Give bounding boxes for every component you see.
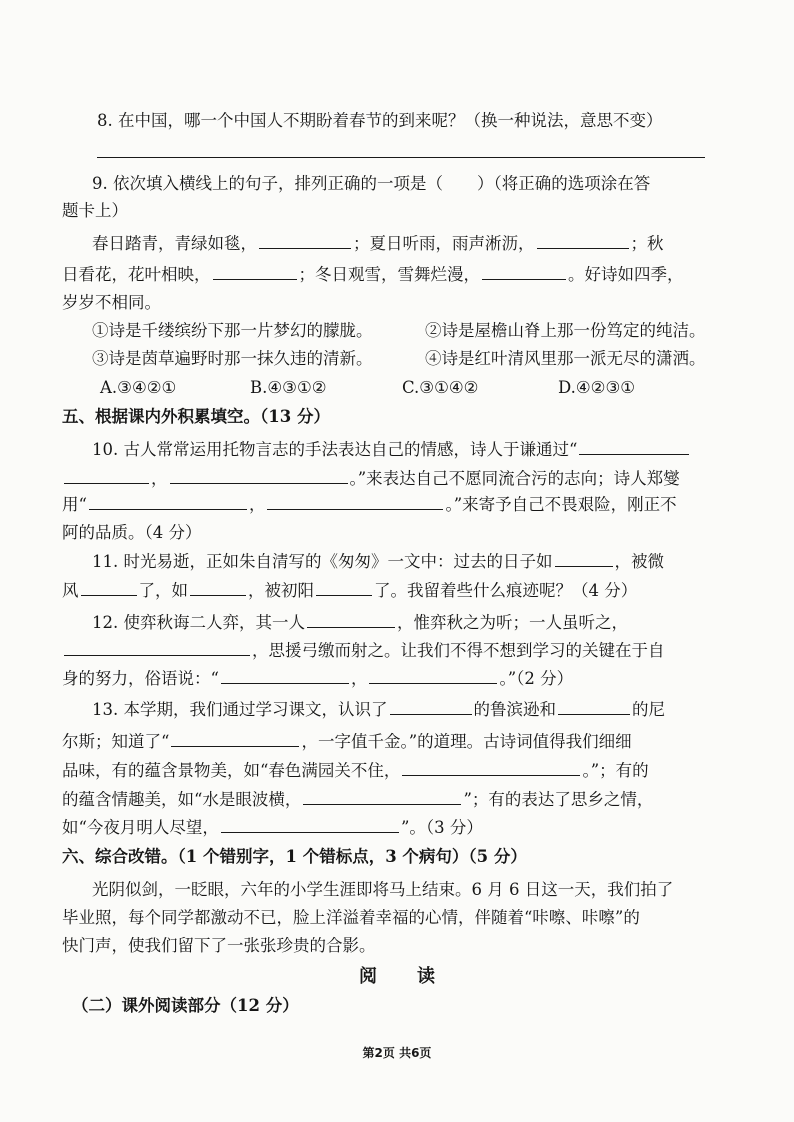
answer-line (97, 157, 705, 158)
fill-blank (316, 580, 372, 596)
q13-line5: 如“今夜月明人尽望， ”。（3 分） (62, 818, 483, 837)
fill-blank (369, 668, 497, 684)
q9-text: 9. 依次填入横线上的句子，排列正确的一项是（ (92, 174, 443, 193)
option-d[interactable]: D.④②③① (558, 378, 636, 397)
fill-blank (64, 640, 250, 656)
q12-line3: 身的努力，俗语说：“ ， 。”（2 分） (62, 669, 574, 688)
fill-blank (303, 789, 461, 805)
fill-blank (555, 551, 613, 567)
option-a[interactable]: A.③④②① (100, 378, 177, 397)
question-9 (92, 173, 767, 195)
q9-item-2: ②诗是屋檐山脊上那一份笃定的纯洁。 (425, 321, 706, 340)
option-c[interactable]: C.③①④② (402, 378, 479, 397)
q9-passage-line1: 春日踏青，青绿如毯， ；夏日听雨，雨声淅沥， ；秋 (92, 234, 664, 253)
q13-line4: 的蕴含情趣美，如“水是眼波横， ”；有的表达了思乡之情， (62, 790, 654, 809)
reading-subheading: （二）课外阅读部分（12 分） (72, 996, 299, 1015)
fill-blank (81, 580, 137, 596)
fill-blank (221, 668, 349, 684)
question-12: 12. 使弈秋诲二人弈，其一人 ，惟弈秋之为听；一人虽听之， (92, 613, 628, 632)
page-footer: 第2页 共6页 (362, 1046, 432, 1060)
q12-line2: ，思援弓缴而射之。让我们不得不想到学习的关键在于自 (62, 640, 737, 662)
reading-title: 阅读 (359, 966, 475, 987)
fill-blank (267, 494, 443, 510)
q9-passage-line2: 日看花，花叶相映， ；冬日观雪，雪舞烂漫， 。好诗如四季， (62, 265, 684, 284)
question-13: 13. 本学期，我们通过学习课文，认识了 的鲁滨逊和 的尼 (92, 700, 665, 719)
q9-text-2: ）（将正确的选项涂在答 (477, 174, 651, 193)
fill-blank (402, 760, 580, 776)
q9-item-1: ①诗是千缕缤纷下那一片梦幻的朦胧。 (92, 321, 373, 340)
q11-line2: 风 了，如 ，被初阳 了。我留着些什么痕迹呢？（4 分） (62, 581, 638, 600)
q9-line2: 题卡上） (62, 201, 128, 220)
fill-blank (190, 580, 246, 596)
fill-blank (579, 439, 689, 455)
question-11: 11. 时光易逝，正如朱自清写的《匆匆》一文中：过去的日子如 ，被微 (92, 552, 664, 571)
section-6-heading: 六、综合改错。（1 个错别字，1 个错标点，3 个病句）（5 分） (62, 847, 527, 866)
q9-item-3: ③诗是茵草遍野时那一抹久违的清新。 (92, 349, 373, 368)
fill-blank (537, 233, 629, 249)
fill-blank (558, 699, 630, 715)
fill-blank (213, 264, 297, 280)
section-5-heading: 五、根据课内外积累填空。（13 分） (62, 407, 330, 426)
fill-blank (482, 264, 566, 280)
q13-line3: 品味，有的蕴含景物美，如“春色满园关不住， 。”；有的 (62, 761, 649, 780)
q10-line2: ， 。”来表达自己不愿同流合污的志向；诗人郑燮 (62, 468, 737, 490)
question-8: 8. 在中国，哪一个中国人不期盼着春节的到来呢？（换一种说法，意思不变） (97, 111, 663, 130)
s6-para-line3: 快门声，使我们留下了一张张珍贵的合影。 (62, 936, 376, 955)
fill-blank (390, 699, 472, 715)
fill-blank (221, 817, 399, 833)
fill-blank (259, 233, 351, 249)
fill-blank (171, 731, 299, 747)
s6-para-line1: 光阴似剑，一眨眼，六年的小学生涯即将马上结束。6 月 6 日这一天，我们拍了 (92, 880, 674, 899)
question-10: 10. 古人常常运用托物言志的手法表达自己的情感，诗人于谦通过“ (92, 439, 737, 461)
q10-line4: 阿的品质。（4 分） (62, 523, 202, 542)
q10-line3: 用“ ， 。”来寄予自己不畏艰险，刚正不 (62, 495, 677, 514)
fill-blank (64, 468, 149, 484)
q13-line2: 尔斯；知道了“ ，一字值千金。”的道理。古诗词值得我们细细 (62, 732, 632, 751)
fill-blank (307, 612, 395, 628)
q9-item-4: ④诗是红叶清风里那一派无尽的潇洒。 (425, 349, 706, 368)
fill-blank (170, 468, 348, 484)
s6-para-line2: 毕业照，每个同学都激动不已，脸上洋溢着幸福的心情，伴随着“咔嚓、咔嚓”的 (62, 908, 640, 927)
option-b[interactable]: B.④③①② (250, 378, 327, 397)
fill-blank (89, 494, 247, 510)
q9-passage-line3: 岁岁不相同。 (62, 293, 161, 312)
